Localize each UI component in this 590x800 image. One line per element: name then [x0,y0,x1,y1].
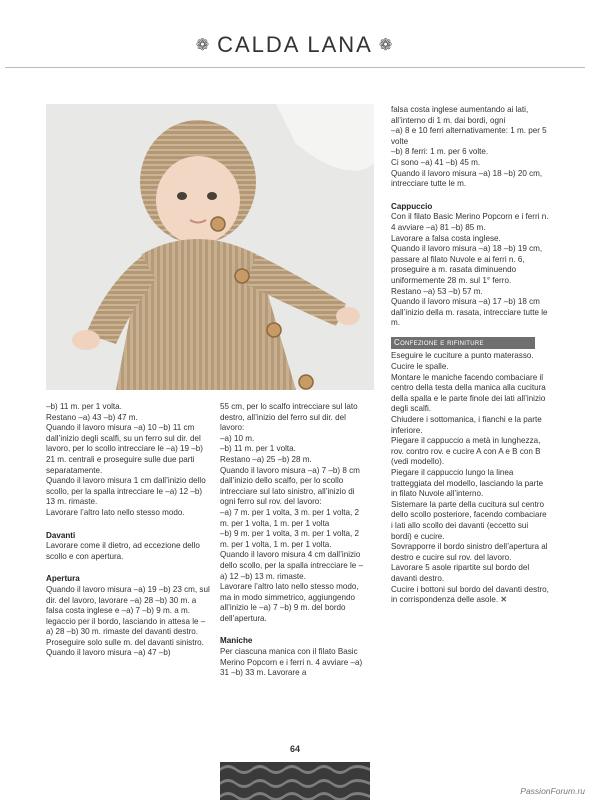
paragraph: Lavorare a falsa costa inglese. [391,233,501,243]
paragraph: Piegare il cappuccio a metà in lunghezza, rov. contro rov. e cucire A con A e B con B (vedi modello). [391,436,541,467]
paragraph: Quando il lavoro misura –a) 18 –b) 19 cm, passare al filato Nuvole e ai ferri n. 6, proseguire a m. rasata diminuendo uniformemente 28 m. sul 1° ferro. [391,244,543,285]
paragraph: Lavorare l’altro lato nello stesso modo. [46,507,185,517]
magazine-title [0,32,590,58]
paragraph: Quando il lavoro misura –a) 17 –b) 18 cm dall’inizio della m. rasata, intrecciare tutte le m. [391,297,548,328]
paragraph: –b) 11 m. per 1 volta. [220,444,296,454]
paragraph: Quando il lavoro misura –a) 18 –b) 20 cm, intrecciare tutte le m. [391,168,543,189]
knit-texture-illustration [220,762,370,800]
paragraph: Lavorare 5 asole ripartite sul bordo del davanti destro. [391,563,530,583]
section-heading-confezione: Confezione e rifiniture [391,337,535,350]
paragraph: Piegare il cappuccio lungo la linea tratteggiata del modello, lasciando la parte in filato Nuvole all’interno. [391,468,544,499]
paragraph: 55 cm, per lo scalfo intrecciare sul lato destro, all’inizio del ferro sul dir. del lavoro: [220,402,358,433]
paragraph: Restano –a) 25 –b) 28 m. [220,454,312,464]
paragraph: Lavorare l’altro lato nello stesso modo, ma in modo simmetrico, aggiungendo all’inizio le –a) 7 –b) 9 m. del bordo dell’apertura. [220,582,359,623]
paragraph-text: Cucire i bottoni sul bordo del davanti destro, in corrispondenza delle asole. [391,584,549,605]
button-icon [299,375,313,389]
text-column-middle [220,402,367,679]
paragraph: Per ciascuna manica con il filato Basic Merino Popcorn e i ferri n. 4 avviare –a) 31 –b) 33 m. Lavorare a [220,647,363,678]
paragraph: –a) 7 m. per 1 volta, 3 m. per 1 volta, 2 m. per 1 volta, 1 m. per 1 volta [220,507,360,528]
baby-face [156,156,240,244]
page-header [0,0,590,78]
paragraph: Montare le maniche facendo combaciare il centro della testa della manica alla cucitura della spalla e le parte finole dei lati all’inizio degli scalfi. [391,372,546,414]
end-mark-icon: ✕ [500,595,508,605]
watermark: PassionForum.ru [520,786,585,796]
paragraph: –a) 10 m. [220,433,255,443]
paragraph: Quando il lavoro misura –a) 10 –b) 11 cm dall’inizio degli scalfi, su un ferro sul dir. del lavoro, per lo scollo intrecciare le –a) 19 –b) 21 m. centrali e proseguire sulle due parti separatamente. [46,423,204,475]
paragraph: Restano –a) 53 –b) 57 m. [391,286,483,296]
paragraph: Cucire le spalle. [391,362,449,372]
paragraph: –b) 9 m. per 1 volta, 3 m. per 1 volta, 2 m. per 1 volta, 1 m. per 1 volta. [220,529,360,549]
button-icon [235,269,249,283]
paragraph: Sistemare la parte della cucitura sul centro dello scollo posteriore, facendo combaciare i lati allo scollo dei davanti (eccetto sui bordi) e cucire. [391,499,547,541]
paragraph: Quando il lavoro misura –a) 47 –b) [46,648,171,658]
magazine-title-text: CALDA LANA [217,32,373,57]
paragraph-last [391,585,549,606]
text-column-right [391,105,549,606]
paragraph: Restano –a) 43 –b) 47 m. [46,412,138,422]
paragraph: –a) 8 e 10 ferri alternativamente: 1 m. per 5 volte [391,126,547,146]
paragraph: Sovrapporre il bordo sinistro dell’apertura al destro e cucire sul rov. del lavoro. [391,542,548,562]
text-column-left [46,402,212,659]
paragraph: Quando il lavoro misura –a) 7 –b) 8 cm dall’inizio dello scalfo, per lo scollo intrecciare sul lato sinistro, all’inizio di ogni ferro sul rov. del lavoro: [220,465,360,507]
paragraph: Con il filato Basic Merino Popcorn e i ferri n. 4 avviare –a) 81 –b) 85 m. [391,212,549,232]
section-heading-maniche: Maniche [220,636,253,646]
paragraph: Lavorare come il dietro, ad eccezione dello scollo e con apertura. [46,541,200,561]
flower-ornament-icon: ❁ [195,37,212,54]
baby-in-knitted-sleeping-bag-photo [46,104,374,390]
paragraph: –b) 11 m. per 1 volta. [46,402,122,411]
paragraph: Quando il lavoro misura 1 cm dall’inizio dello scollo, per la spalla intrecciare le –a) 12 –b) 13 m. rimaste. [46,476,206,507]
section-heading-apertura: Apertura [46,574,80,584]
paragraph: –b) 8 ferri: 1 m. per 6 volte. [391,147,489,157]
paragraph: Eseguire le cuciture a punto materasso. [391,351,534,361]
paragraph: Chiudere i sottomanica, i fianchi e la parte inferiore. [391,415,542,435]
page-number: 64 [289,744,300,754]
paragraph: falsa costa inglese aumentando ai lati, all’interno di 1 m. dai bordi, ogni [391,105,529,125]
photo-illustration [46,104,374,390]
button-icon [267,323,281,337]
flower-ornament-icon: ❁ [378,37,395,54]
section-heading-davanti: Davanti [46,530,76,540]
button-icon [211,217,225,231]
paragraph: Quando il lavoro misura 4 cm dall’inizio dello scollo, per la spalla intrecciare le –a) 12 –b) 13 m. rimaste. [220,550,364,581]
knit-texture-strip [220,762,370,800]
paragraph: Quando il lavoro misura –a) 19 –b) 23 cm, sul dir. del lavoro, lavorare –a) 28 –b) 30 m. a falsa costa inglese e –a) 7 –b) 9 m. a m. legaccio per il bordo, lasciando in attesa le –a) 28 –b) 30 m. rimaste del davanti destro. Proseguire solo sulle m. del davanti sinistro. [46,584,210,647]
section-heading-cappuccio: Cappuccio [391,201,433,211]
paragraph: Ci sono –a) 41 –b) 45 m. [391,157,481,167]
header-rule [5,67,585,68]
